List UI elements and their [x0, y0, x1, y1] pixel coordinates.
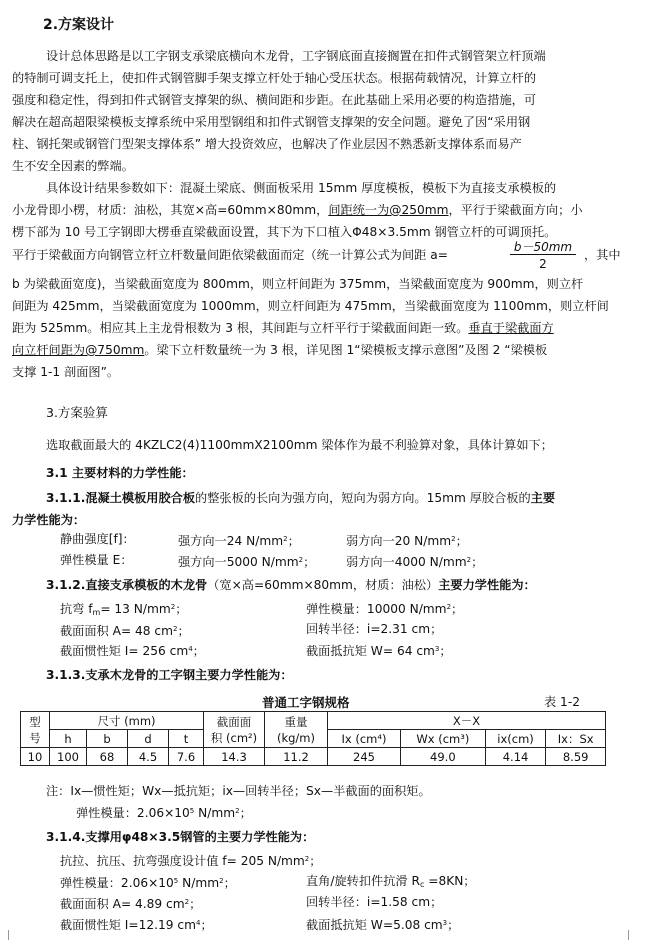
plywood-heading: 3.1.1.混凝土模板用胶合板: [46, 491, 196, 505]
cell: 14.3: [204, 748, 265, 766]
cell: 7.6: [169, 748, 204, 766]
para-2-line-3: 楞下部为 10 号工字钢即大楞垂直梁截面设置，其下为下口植入Φ48×3.5mm 钢管立杆的可调顶托。: [12, 225, 557, 239]
cell: 4.14: [485, 748, 546, 766]
section-3-1-1-heading: [46, 491, 555, 506]
page-corner-mark: [0, 930, 9, 940]
th-b: b: [87, 730, 128, 748]
cell: 245: [328, 748, 401, 766]
wood-keel-props: 主要力学性能为：: [438, 578, 536, 592]
elastic-modulus-strong: 强方向一5000 $N/mm^2$；: [178, 555, 316, 569]
th-ixsx: Ix：Sx: [546, 730, 606, 748]
section-3-1-3-heading: 3.1.3.支承木龙骨的工字钢主要力学性能为：: [46, 668, 293, 682]
wood-radius: 回转半径：i=2.31 cm；: [306, 622, 443, 636]
plywood-props-a: 主要: [530, 491, 556, 505]
wood-bend: 抗弯 $f_m= 13$ $N/mm^2$；: [60, 602, 188, 617]
pipe-strength: 抗拉、抗压、抗弯强度设计值 f= 205 $N/mm^2$；: [60, 854, 322, 868]
plywood-desc: 的整张板的长向为强方向，短向为弱方向。15mm 厚胶合板的: [195, 491, 531, 505]
para-3-lead-tail: ，其中: [584, 248, 621, 262]
formula-denominator: 2: [539, 257, 547, 271]
table-note: 注：Ix—惯性矩；Wx—抵抗矩；ix—回转半径；Sx—半截面的面积矩。: [46, 784, 431, 798]
para-1-line-1: 设计总体思路是以工字钢支承梁底横向木龙骨，工字钢底面直接搁置在扣件式钢管架立杆顶端: [46, 49, 546, 63]
para-2-line-1: 具体设计结果参数如下：混凝土梁底、侧面板采用 15mm 厚度模板，模板下为直接支承模板的: [46, 181, 557, 195]
section-3-1-4-heading: 3.1.4.支撑用φ48×3.5钢管的主要力学性能为：: [46, 830, 315, 844]
wood-inertia: 截面惯性矩 I= 256 $cm^4$；: [60, 644, 205, 658]
wood-keel-heading: 3.1.2.直接支承模板的木龙骨: [46, 578, 208, 592]
pipe-area: 截面面积 A= 4.89 $cm^2$；: [60, 897, 202, 911]
wood-elastic: 弹性模量：10000 $N/mm^2$；: [306, 602, 464, 616]
pipe-inertia: 截面惯性矩 I=12.19 $cm^4$；: [60, 918, 213, 932]
th-area: 截面面 积 (cm²): [204, 712, 265, 748]
table-title: 普通工字钢规格: [262, 695, 350, 710]
section-3-1-title: 3.1 主要材料的力学性能：: [46, 466, 194, 480]
vertical-spacing-underlined-a: 垂直于梁截面方: [468, 321, 554, 335]
section-3-intro: 选取截面最大的 4KZLC2(4)1100mmX2100mm 梁体作为最不利验算对象，具体计算如下；: [46, 438, 553, 452]
th-weight: 重量 (kg/m): [265, 712, 328, 748]
steel-elastic-modulus: 弹性模量：$2.06\times 10^5$ $N/mm^2$；: [76, 806, 252, 820]
th-h: h: [50, 730, 87, 748]
para-2-text-a: 小龙骨即小楞，材质：油松，其宽×高=60mm×80mm，: [12, 203, 329, 217]
para-1-line-2: 的特制可调支托上，使扣件式钢管脚手架支撑立杆处于轴心受压状态。根据荷载情况，计算立杆的: [12, 71, 537, 85]
formula-numerator: b－50mm: [513, 240, 573, 254]
formula-fraction-line: [510, 254, 576, 255]
wood-keel-desc: （宽×高=60mm×80mm，材质：油松）: [207, 578, 439, 592]
cell: 11.2: [265, 748, 328, 766]
bend-strength-weak: 弱方向一20 $N/mm^2$；: [346, 534, 468, 548]
elastic-modulus-weak: 弱方向一4000 $N/mm^2$；: [346, 555, 484, 569]
para-3-line-2: 间距为 425mm，当梁截面宽度为 1000mm，则立杆间距为 475mm，当梁截面宽度为 1100mm，则立杆间: [12, 299, 609, 313]
wood-area: 截面面积 A= 48 $cm^2$；: [60, 624, 190, 638]
bend-strength-label: 静曲强度[f]：: [60, 532, 135, 546]
para-3-line-3: [12, 321, 554, 336]
pipe-modulus: 截面抵抗矩 W=5.08 $cm^3$；: [306, 918, 460, 932]
table-row: [21, 748, 606, 766]
th-xx: X－X: [328, 712, 606, 730]
pipe-slip: 直角/旋转扣件抗滑 $R_c =8KN$；: [306, 874, 476, 889]
para-1-line-3: 强度和稳定性，得到扣件式钢管支撑架的纵、横间距和步距。在此基础上采用必要的构造措施，可: [12, 93, 537, 107]
cell: 68: [87, 748, 128, 766]
page-corner-mark: [628, 930, 637, 940]
th-type: 型 号: [21, 712, 50, 748]
para-1-line-6: 生不安全因素的弊端。: [12, 159, 134, 173]
wood-modulus: 截面抵抗矩 W= 64 $cm^3$；: [306, 644, 452, 658]
para-3-line-4: [12, 343, 547, 358]
table-number: 表 1-2: [544, 695, 580, 709]
para-1-line-4: 解决在超高超限梁模板支撑系统中采用型钢组和扣件式钢管支撑架的安全问题。避免了因“采用钢: [12, 115, 531, 129]
cell: 8.59: [546, 748, 606, 766]
para-3-lead: 平行于梁截面方向钢管立杆立杆数量间距依梁截面而定（统一计算公式为间距 a=: [12, 248, 448, 262]
pipe-radius: 回转半径：i=1.58 cm；: [306, 895, 443, 909]
bend-strength-strong: 强方向一24 $N/mm^2$；: [178, 534, 300, 548]
para-3-text: 距为 525mm。相应其上主龙骨根数为 3 根，其间距与立杆平行于梁截面间距一致。: [12, 321, 469, 335]
th-rx: ix(cm): [485, 730, 546, 748]
para-2-line-2: [12, 203, 583, 218]
vertical-spacing-underlined-b: 向立杆间距为@750mm: [12, 343, 145, 357]
section-2-title: 2.方案设计: [43, 17, 115, 33]
pipe-elastic: 弹性模量：$2.06\times 10^5$ $N/mm^2$；: [60, 876, 236, 890]
para-3-line-5: 支撑 1-1 剖面图”。: [12, 365, 120, 379]
para-3-figure-ref: 。梁下立杆数量统一为 3 根，详见图 1“梁模板支撑示意图”及图 2 “梁模板: [144, 343, 548, 357]
para-3-line-1: b 为梁截面宽度)，当梁截面宽度为 800mm，则立杆间距为 375mm，当梁截面宽度为 900mm，则立杆: [12, 277, 584, 291]
th-ix: Ix (cm⁴): [328, 730, 401, 748]
th-d: d: [128, 730, 169, 748]
i-beam-spec-table: [20, 711, 606, 766]
cell: 10: [21, 748, 50, 766]
cell: 100: [50, 748, 87, 766]
elastic-modulus-label: 弹性模量 E：: [60, 553, 133, 567]
section-3-1-2-heading: [46, 578, 536, 593]
th-t: t: [169, 730, 204, 748]
para-2-text-b: ，平行于梁截面方向；小: [448, 203, 583, 217]
para-1-line-5: 柱、钢托架或钢管门型架支撑体系” 增大投资效应，也解决了作业层因不熟悉新支撑体系而易产: [12, 137, 522, 151]
th-wx: Wx (cm³): [401, 730, 486, 748]
cell: 4.5: [128, 748, 169, 766]
section-3-title: 3.方案验算: [46, 405, 108, 420]
plywood-props-b: 力学性能为：: [12, 513, 86, 527]
th-size: 尺寸 (mm): [50, 712, 204, 730]
spacing-underlined: 间距统一为@250mm: [328, 203, 449, 217]
cell: 49.0: [401, 748, 486, 766]
